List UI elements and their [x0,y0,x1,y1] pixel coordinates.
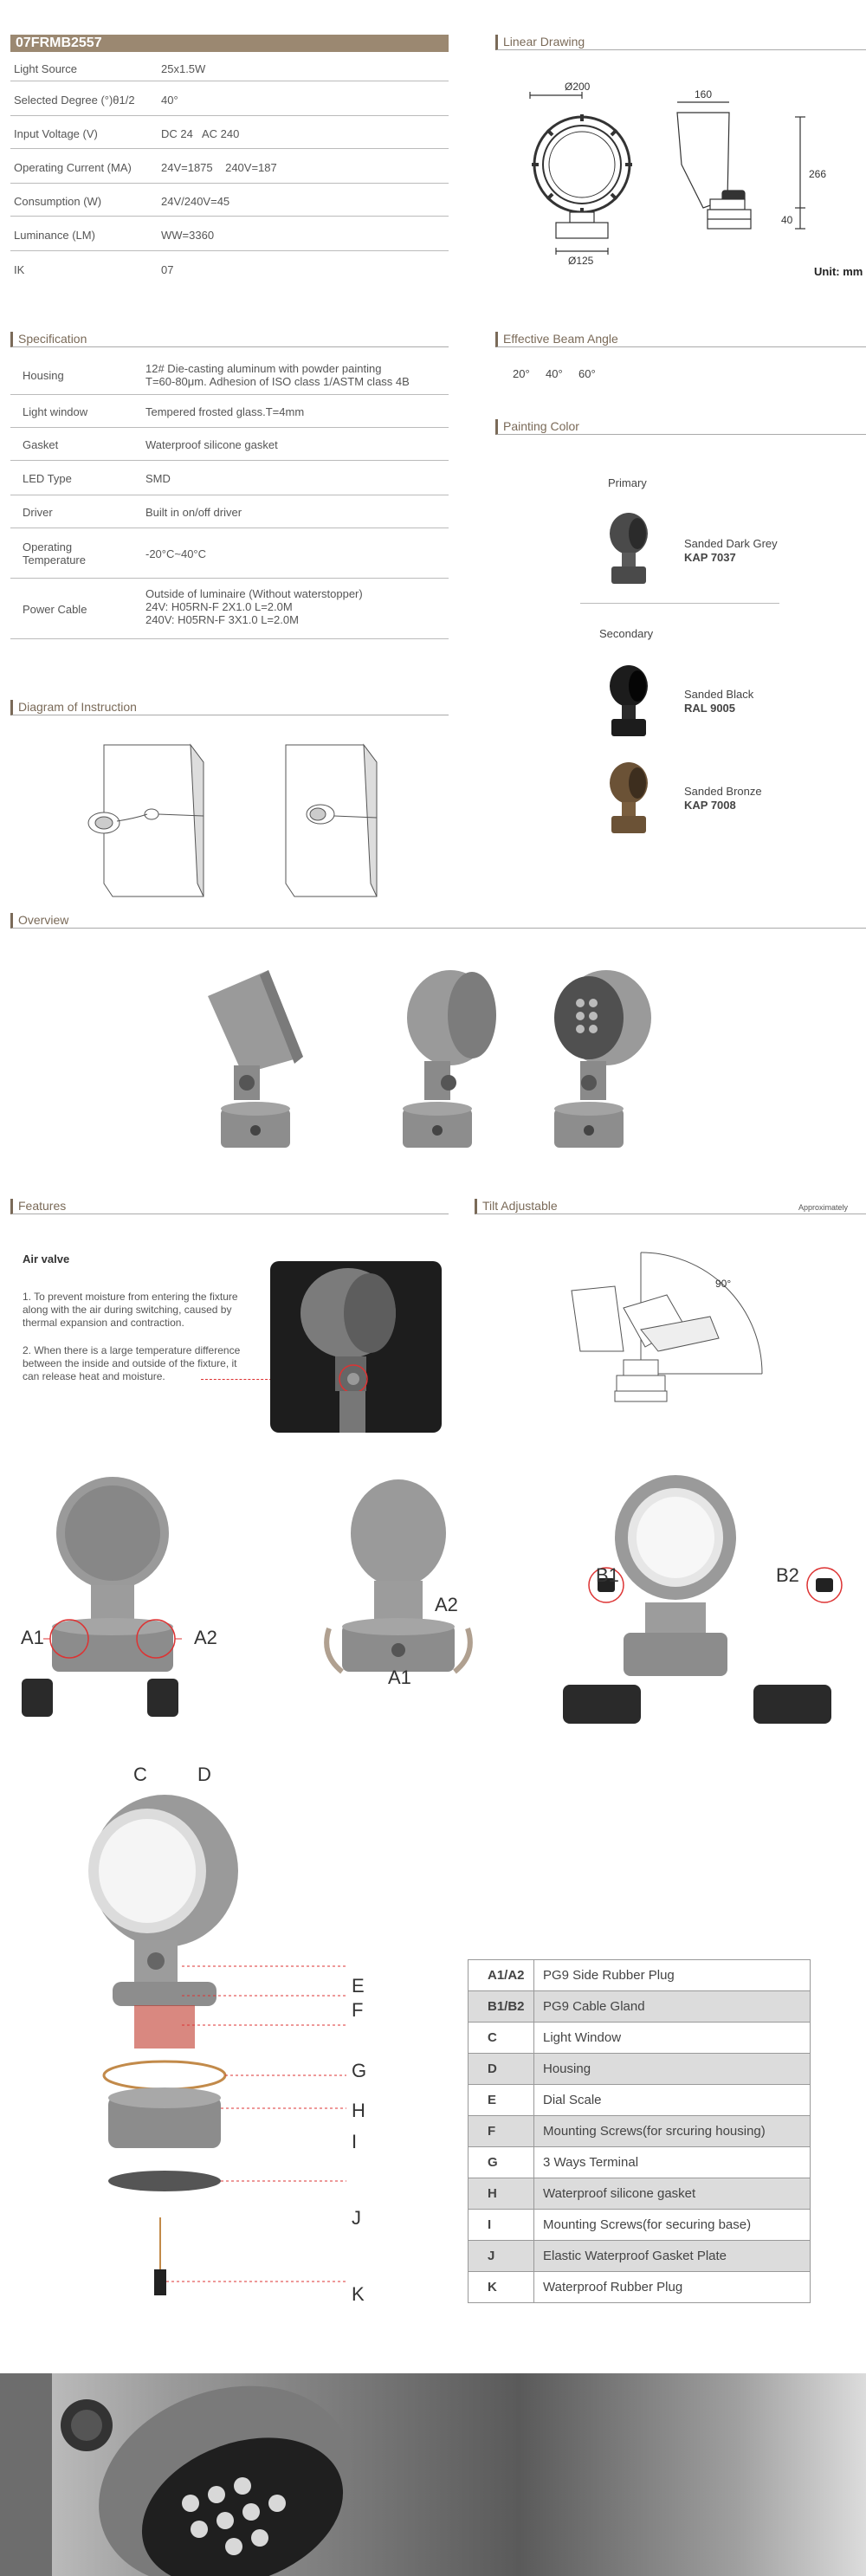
spec-value: SMD [145,472,171,485]
callout-b2: B2 [776,1564,799,1586]
spec-label: Gasket [23,438,59,451]
part-letter-k: K [352,2283,365,2305]
side-plug-views [0,1472,866,1750]
color-code: KAP 7008 [684,799,736,812]
table-row: A1/A2 PG9 Side Rubber Plug [469,1960,811,1991]
table-row [10,579,449,639]
table-row: E Dial Scale [469,2085,811,2116]
instruction-diagram [78,736,407,909]
dim-266: 266 [809,168,827,180]
tilt-adjustable-title: Tilt Adjustable [475,1199,866,1214]
overview-images [173,961,693,1161]
tilt-diagram [563,1247,788,1421]
part-letter-i: I [352,2131,358,2152]
spec-value: 24V=1875 240V=187 [161,161,277,174]
table-row: H Waterproof silicone gasket [469,2178,811,2210]
overview-fixture-3 [554,970,651,1148]
housing-part [88,1795,238,1947]
table-row: G 3 Ways Terminal [469,2147,811,2178]
overview-fixture-2 [403,970,496,1148]
color-code: KAP 7037 [684,551,736,564]
spec-label: Housing [23,369,64,382]
spec-label: Operating Temperature [23,540,86,566]
callout-b1: B1 [596,1564,619,1586]
view-a-front [22,1477,182,1717]
table-row: C Light Window [469,2023,811,2054]
beam-angle-title: Effective Beam Angle [495,332,866,347]
swatch-dark-grey [598,509,658,587]
part-letter-c: C [133,1764,147,1785]
spec-label: Luminance (LM) [14,229,95,242]
spec-label: Power Cable [23,603,87,616]
table-row [10,116,449,149]
spec-label: Driver [23,506,53,519]
table-row: D Housing [469,2054,811,2085]
part-letter-d: D [197,1764,211,1785]
table-row: J Elastic Waterproof Gasket Plate [469,2241,811,2272]
model-code: 07FRMB2557 [16,36,102,50]
specification-title: Specification [10,332,449,347]
table-row: B1/B2 PG9 Cable Gland [469,1991,811,2023]
spec-value: 24V/240V=45 [161,195,230,208]
table-row [10,217,449,251]
dim-160: 160 [695,88,713,100]
part-letter-f: F [352,1999,364,2021]
linear-drawing-title: Linear Drawing [495,35,866,50]
callout-a1: A1 [21,1627,44,1648]
swatch-black [598,662,658,740]
table-row [10,184,449,217]
beam-angle-20: 20° [513,367,530,380]
table-row [10,81,449,116]
spec-label: Input Voltage (V) [14,127,98,140]
spec-label: Light window [23,405,88,418]
spec-value: -20°C~40°C [145,547,207,560]
divider [580,603,779,604]
callout-a2: A2 [194,1627,217,1648]
table-row [10,528,449,579]
spec-value: 25x1.5W [161,62,206,75]
table-row [10,428,449,461]
approximately-note: Approximately [798,1203,849,1212]
spec-label: Selected Degree (°)θ1/2 [14,94,135,107]
painting-color-title: Painting Color [495,419,866,435]
spec-label: LED Type [23,472,72,485]
table-row: I Mounting Screws(for securing base) [469,2210,811,2241]
spec-value: Waterproof silicone gasket [145,438,278,451]
part-letter-g: G [352,2060,367,2081]
dim-125: Ø125 [568,255,594,267]
table-row: F Mounting Screws(for srcuring housing) [469,2116,811,2147]
swatch-bronze [598,759,658,837]
table-row [10,355,449,395]
table-row [10,395,449,428]
exploded-view [52,1784,398,2321]
dim-40: 40 [781,214,793,226]
spec-value: DC 24 AC 240 [161,127,240,140]
callout-a2: A2 [435,1594,458,1615]
spec-value: Tempered frosted glass.T=4mm [145,405,305,418]
air-valve-title: Air valve [23,1252,70,1265]
color-name: Sanded Dark Grey [684,537,778,550]
table-row [10,461,449,495]
color-name: Sanded Black [684,688,754,701]
part-letter-h: H [352,2100,365,2121]
overview-title: Overview [10,913,866,929]
linear-drawing [495,69,866,286]
spec-label: Consumption (W) [14,195,102,208]
spec-value: Built in on/off driver [145,506,242,519]
diagram-title: Diagram of Instruction [10,700,449,715]
air-valve-point-1: 1. To prevent moisture from entering the fixture along with the air during switching, caused by thermal expansion and contraction. [23,1291,238,1329]
spec-label: Operating Current (MA) [14,161,132,174]
footer-banner [0,2373,866,2576]
parts-legend-table [468,1959,811,2303]
part-letter-e: E [352,1975,365,1997]
unit-label: Unit: mm [814,265,863,278]
color-code: RAL 9005 [684,702,736,715]
part-letter-j: J [352,2207,361,2229]
spec-value: 12# Die-casting aluminum with powder painting T=60-80μm. Adhesion of ISO class 1/ASTM class 4B [145,362,410,388]
spec-value: WW=3360 [161,229,215,242]
view-b [563,1475,842,1724]
spec-value: 40° [161,94,178,107]
primary-label: Primary [608,476,647,489]
features-title: Features [10,1199,449,1214]
table-row [10,55,449,81]
beam-angle-60: 60° [578,367,596,380]
spec-value: Outside of luminaire (Without waterstopper) 24V: H05RN-F 2X1.0 L=2.0M 240V: H05RN-F 3X1.0 L=2.0M [145,587,363,626]
dim-200: Ø200 [565,81,591,93]
color-name: Sanded Bronze [684,785,762,798]
table-row [10,495,449,528]
spec-value: 07 [161,263,174,276]
view-a-rotate [326,1479,470,1672]
spec-label: IK [14,263,25,276]
overview-fixture-1 [208,970,303,1148]
air-valve-photo [270,1261,442,1433]
spec-label: Light Source [14,62,77,75]
secondary-label: Secondary [599,627,654,640]
model-header [10,35,449,52]
callout-a1: A1 [388,1667,411,1688]
air-valve-point-2: 2. When there is a large temperature difference between the inside and outside of the fixture, it can release heat and moisture. [23,1344,241,1382]
table-row: K Waterproof Rubber Plug [469,2272,811,2303]
tilt-angle: 90° [715,1278,732,1290]
beam-angle-40: 40° [546,367,563,380]
table-row [10,251,449,286]
table-row [10,149,449,184]
